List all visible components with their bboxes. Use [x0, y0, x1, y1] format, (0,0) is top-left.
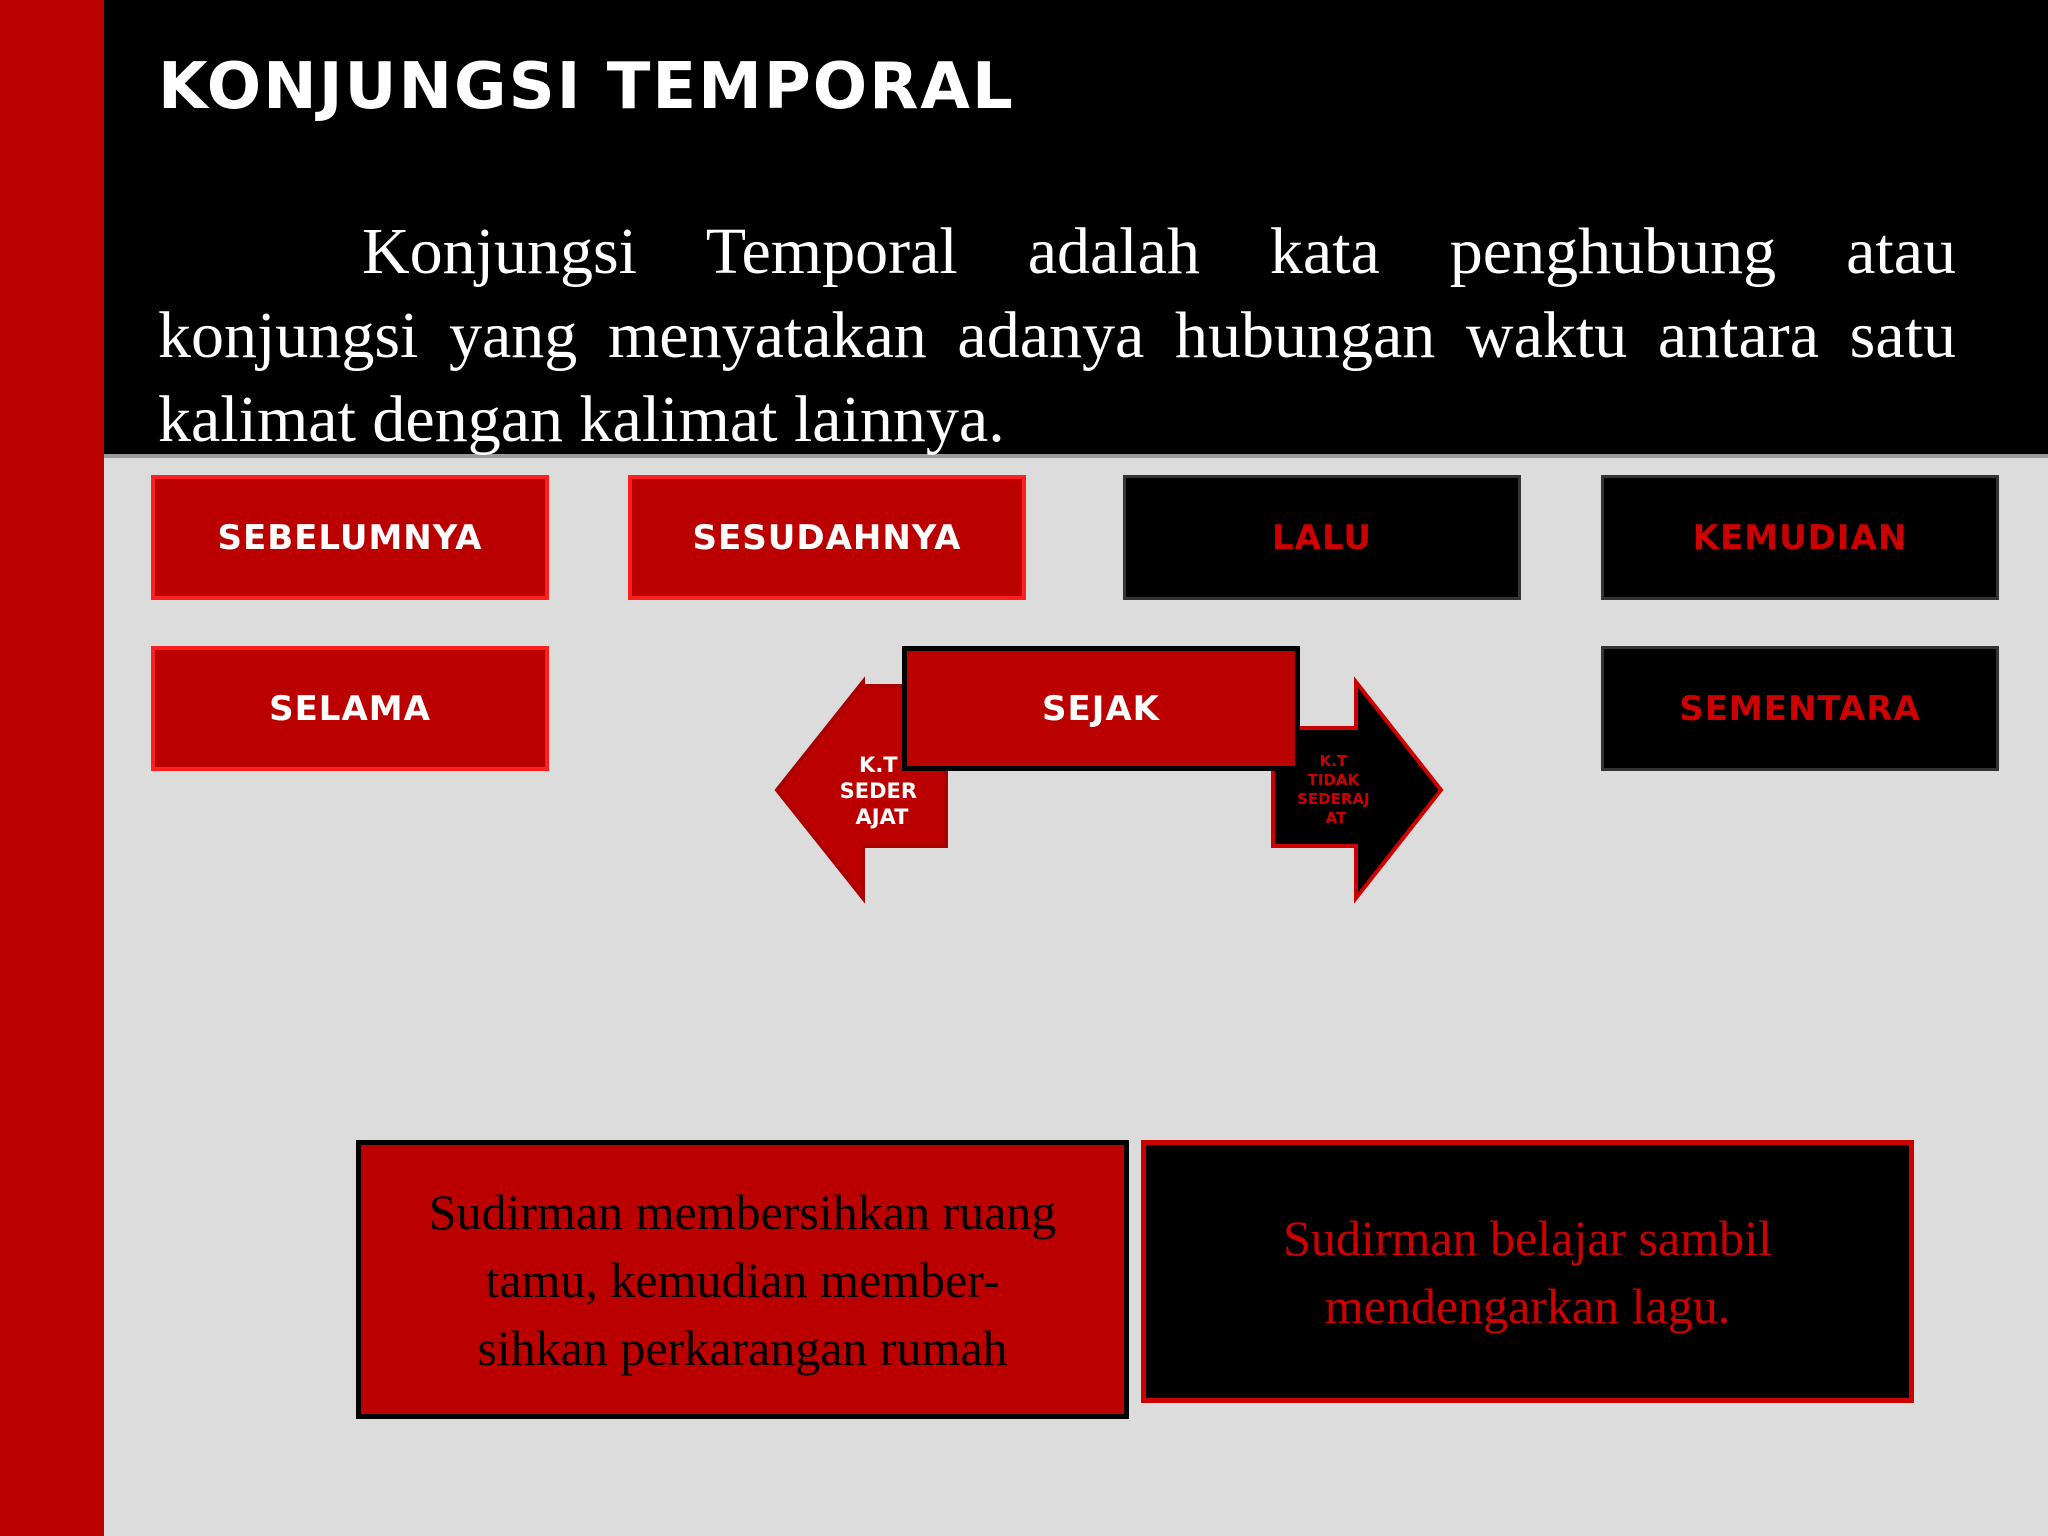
- left-arrow-line: K.T: [859, 753, 898, 777]
- right-arrow-line: K.T: [1319, 752, 1348, 770]
- example-sederajat-text: [429, 1178, 1057, 1382]
- example-tidak-sederajat-line: mendengarkan lagu.: [1324, 1277, 1731, 1334]
- conjunction-sesudahnya[interactable]: SESUDAHNYA: [628, 475, 1026, 600]
- example-tidak-sederajat-text: [1283, 1204, 1772, 1340]
- right-arrow-line: TIDAK: [1307, 771, 1360, 789]
- left-arrow-line: SEDER: [839, 779, 918, 803]
- left-arrow-line: AJAT: [855, 805, 909, 829]
- example-tidak-sederajat-line: Sudirman belajar sambil: [1283, 1209, 1772, 1266]
- conjunction-sejak[interactable]: SEJAK: [902, 646, 1300, 771]
- example-sederajat-line: sihkan perkarangan rumah: [477, 1319, 1008, 1376]
- conjunction-selama[interactable]: SELAMA: [151, 646, 549, 771]
- conjunction-sementara[interactable]: SEMENTARA: [1601, 646, 1999, 771]
- right-arrow-line: AT: [1325, 809, 1347, 827]
- conjunction-lalu[interactable]: LALU: [1123, 475, 1521, 600]
- example-tidak-sederajat: [1141, 1140, 1914, 1403]
- definition-text: Konjungsi Temporal adalah kata penghubung atau konjungsi yang menyatakan adanya hubungan waktu antara satu kalimat dengan kalimat lainnya.: [158, 215, 1956, 456]
- example-sederajat-line: tamu, kemudian member-: [485, 1251, 1000, 1308]
- slide-title: KONJUNGSI TEMPORAL: [158, 50, 1015, 124]
- conjunction-sebelumnya[interactable]: SEBELUMNYA: [151, 475, 549, 600]
- conjunction-kemudian[interactable]: KEMUDIAN: [1601, 475, 1999, 600]
- example-sederajat: [356, 1140, 1129, 1419]
- right-arrow-line: SEDERAJ: [1297, 790, 1370, 808]
- example-sederajat-line: Sudirman membersihkan ruang: [428, 1183, 1057, 1240]
